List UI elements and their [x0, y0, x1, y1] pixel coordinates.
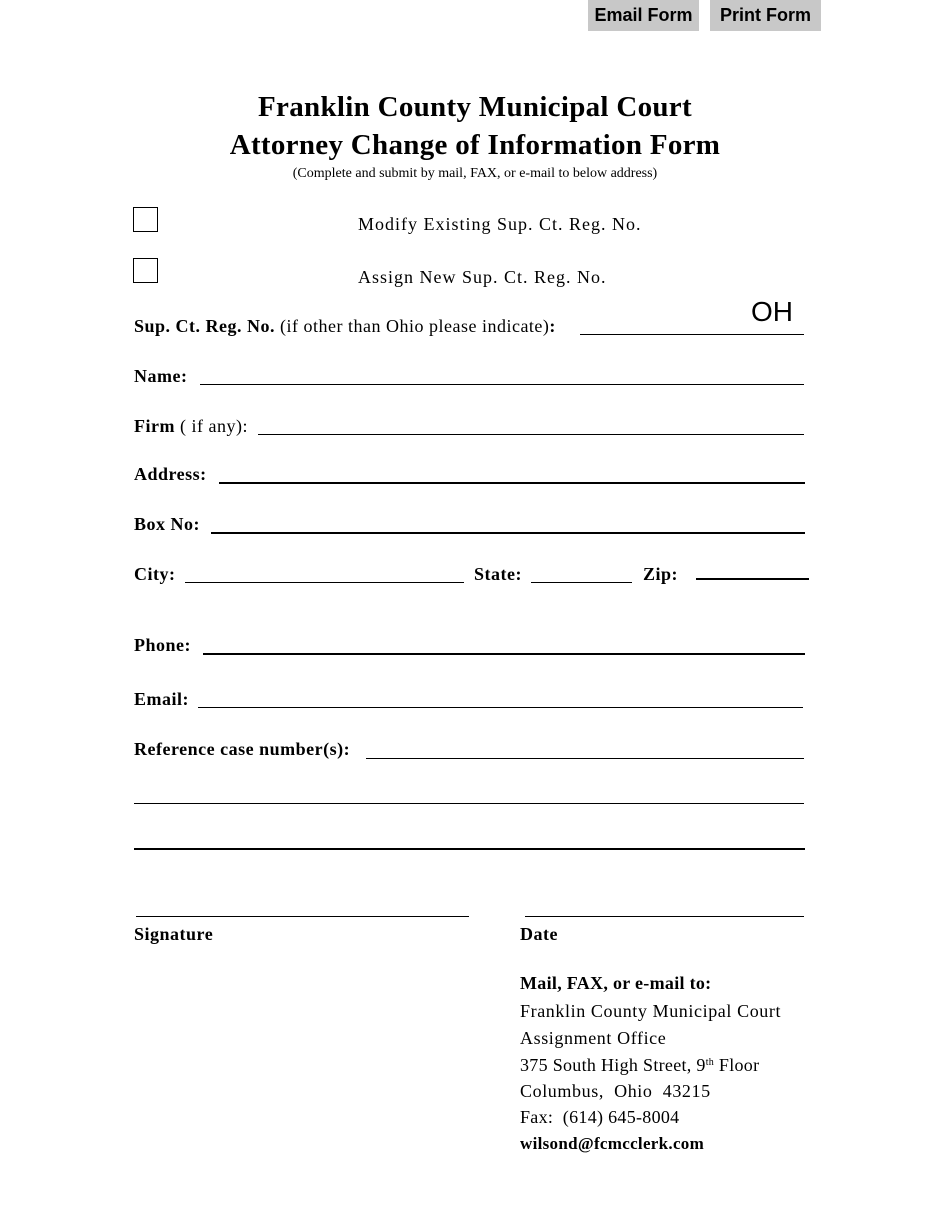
email-label: Email: [134, 689, 189, 709]
phone-label: Phone: [134, 635, 191, 655]
assign-new-label: Assign New Sup. Ct. Reg. No. [358, 267, 607, 287]
modify-existing-label: Modify Existing Sup. Ct. Reg. No. [358, 214, 642, 234]
mail-to-office: Assignment Office [520, 1028, 667, 1048]
signature-input[interactable] [136, 916, 469, 917]
assign-new-checkbox[interactable] [133, 258, 158, 283]
modify-existing-checkbox[interactable] [133, 207, 158, 232]
state-label: State: [474, 564, 522, 584]
zip-input[interactable] [696, 578, 809, 580]
form-title: Attorney Change of Information Form [229, 129, 721, 161]
address-input[interactable] [219, 482, 805, 484]
reg-no-state-value: OH [751, 296, 793, 327]
mail-to-email[interactable]: wilsond@fcmcclerk.com [520, 1134, 705, 1153]
name-input[interactable] [200, 384, 804, 385]
firm-label: Firm ( if any): [134, 416, 248, 436]
mail-to-fax: Fax: (614) 645-8004 [520, 1107, 680, 1127]
city-input[interactable] [185, 582, 464, 583]
date-input[interactable] [525, 916, 804, 917]
mail-to-city: Columbus, Ohio 43215 [520, 1081, 711, 1101]
firm-input[interactable] [258, 434, 804, 435]
reference-input[interactable] [366, 758, 804, 759]
box-no-input[interactable] [211, 532, 805, 534]
box-no-label: Box No: [134, 514, 200, 534]
reference-label: Reference case number(s): [134, 739, 351, 759]
email-form-button[interactable]: Email Form [588, 0, 699, 31]
mail-to-street: 375 South High Street, 9th Floor [520, 1055, 760, 1075]
mail-to-court: Franklin County Municipal Court [520, 1001, 782, 1021]
reference-line-2[interactable] [134, 803, 804, 804]
state-input[interactable] [531, 582, 632, 583]
city-label: City: [134, 564, 176, 584]
date-label: Date [520, 924, 558, 944]
address-label: Address: [134, 464, 207, 484]
name-label: Name: [134, 366, 188, 386]
zip-label: Zip: [643, 564, 679, 584]
signature-label: Signature [134, 924, 214, 944]
reference-line-3[interactable] [134, 848, 805, 850]
court-title: Franklin County Municipal Court [258, 91, 692, 123]
email-input[interactable] [198, 707, 803, 708]
mail-to-heading: Mail, FAX, or e-mail to: [520, 973, 712, 993]
form-instructions: (Complete and submit by mail, FAX, or e-mail to below address) [292, 166, 658, 181]
reg-no-label: Sup. Ct. Reg. No. (if other than Ohio please indicate): [134, 316, 556, 336]
phone-input[interactable] [203, 653, 805, 655]
print-form-button[interactable]: Print Form [710, 0, 821, 31]
reg-no-input[interactable] [580, 334, 804, 335]
